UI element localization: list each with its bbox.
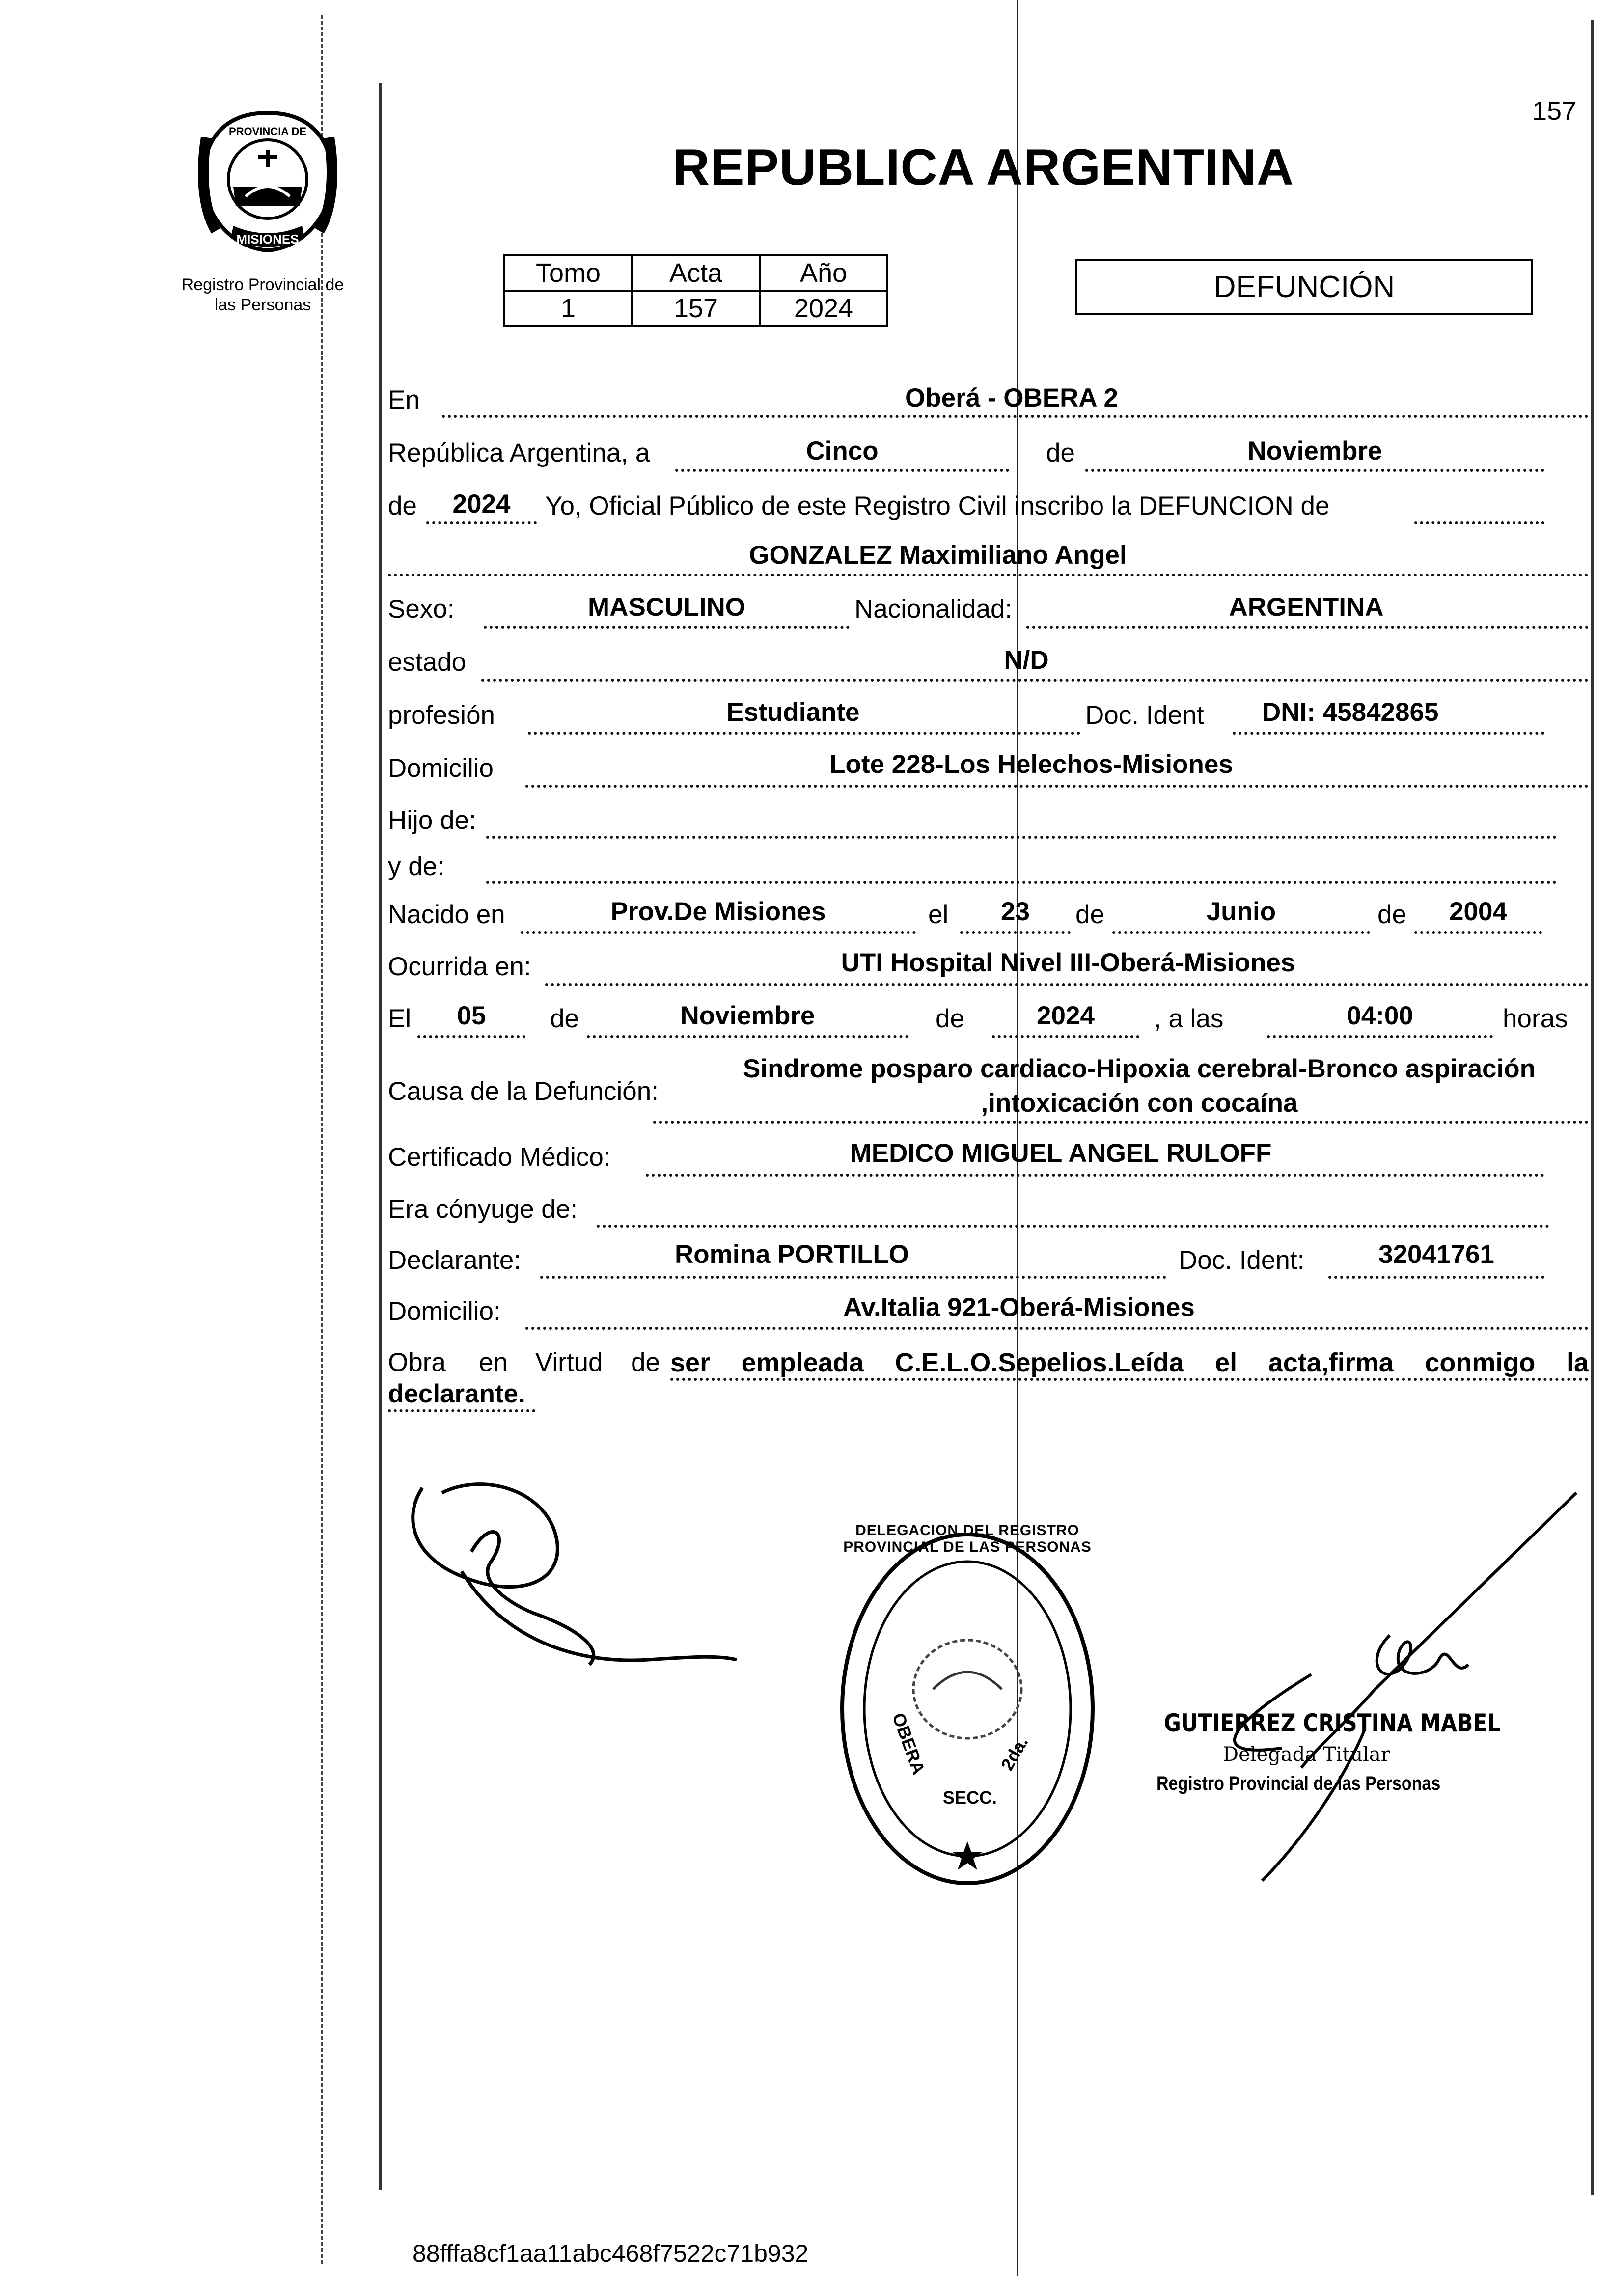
document-hash: 88fffa8cf1aa11abc468f7522c71b932	[413, 2240, 809, 2267]
de6-label: de	[936, 1004, 964, 1033]
nacido-dotted-line	[521, 931, 916, 934]
de4-label: de	[1377, 900, 1406, 929]
statement-text: Yo, Oficial Público de este Registro Civil inscribo la DEFUNCION de	[545, 492, 1330, 521]
record-table-cell: 157	[632, 291, 760, 326]
obra-dotted-line2	[388, 1409, 535, 1412]
record-table-cell: 1	[504, 291, 632, 326]
declarant-signature	[393, 1458, 766, 1714]
signatory-name: GUTIERREZ CRISTINA MABEL	[1164, 1709, 1501, 1737]
nacido-label: Nacido en	[388, 900, 505, 929]
en-dotted-line	[442, 415, 1589, 418]
domicilio-value: Lote 228-Los Helechos-Misiones	[829, 750, 1233, 779]
profesion-dotted-line	[528, 732, 1080, 735]
registry-label	[157, 275, 368, 315]
en-value: Oberá - OBERA 2	[905, 384, 1118, 412]
domicilio2-value: Av.Italia 921-Oberá-Misiones	[843, 1293, 1195, 1322]
death-day: 05	[457, 1001, 486, 1030]
estado-label: estado	[388, 648, 467, 677]
statement-dotted-line	[1414, 521, 1544, 524]
profesion-label: profesión	[388, 701, 495, 730]
domicilio-label: Domicilio	[388, 754, 494, 783]
domicilio2-label: Domicilio:	[388, 1297, 501, 1326]
province-crest	[196, 108, 339, 255]
official-seal	[835, 1522, 1100, 1891]
record-table-header: Año	[760, 255, 887, 291]
nacionalidad-label: Nacionalidad:	[854, 595, 1013, 624]
record-table-value-row	[504, 291, 887, 326]
el2-label: El	[388, 1004, 412, 1033]
horas-label: horas	[1503, 1004, 1568, 1033]
record-table-header: Acta	[632, 255, 760, 291]
sexo-dotted-line	[484, 626, 850, 629]
record-type: DEFUNCIÓN	[1213, 270, 1395, 304]
el-label: el	[928, 900, 949, 929]
crest-bottom-text: MISIONES	[236, 232, 299, 247]
registry-label-line1: Registro Provincial de	[181, 275, 344, 294]
nacionalidad-dotted-line	[1026, 626, 1589, 629]
death-time-dotted-line	[1267, 1035, 1493, 1038]
birth-month: Junio	[1206, 897, 1276, 926]
registry-label-line2: las Personas	[214, 295, 311, 314]
nacionalidad-value: ARGENTINA	[1229, 593, 1384, 622]
doc-value: DNI: 45842865	[1262, 698, 1439, 727]
obra-value-line2: declarante.	[388, 1379, 525, 1408]
obra-word-2: en	[479, 1348, 508, 1377]
sexo-label: Sexo:	[388, 595, 455, 624]
sexo-value: MASCULINO	[588, 593, 745, 622]
doc2-label: Doc. Ident:	[1179, 1246, 1305, 1275]
record-table-header-row	[504, 255, 887, 291]
republica-label: República Argentina, a	[388, 439, 650, 467]
causa-line2: ,intoxicación con cocaína	[981, 1089, 1298, 1118]
death-year-dotted-line	[992, 1035, 1139, 1038]
year-value: 2024	[452, 490, 511, 519]
death-time: 04:00	[1347, 1001, 1413, 1030]
estado-value: N/D	[1004, 646, 1049, 675]
signatory-org: Registro Provincial de las Personas	[1156, 1773, 1441, 1794]
signatory-role: Delegada Titular	[1223, 1743, 1390, 1766]
alas-label: , a las	[1154, 1004, 1224, 1033]
doc-label: Doc. Ident	[1085, 701, 1204, 730]
record-table	[503, 254, 888, 327]
birth-month-dotted-line	[1112, 931, 1370, 934]
certificado-label: Certificado Médico:	[388, 1143, 611, 1172]
profesion-value: Estudiante	[726, 698, 860, 727]
birth-day: 23	[1001, 897, 1030, 926]
domicilio-dotted-line	[525, 785, 1589, 788]
obra-value-line1: ser empleada C.E.L.O.Sepelios.Leída el acta,firma conmigo la	[670, 1348, 1589, 1377]
doc2-value: 32041761	[1378, 1240, 1494, 1269]
conyuge-dotted-line	[597, 1225, 1549, 1228]
month-value: Noviembre	[1247, 437, 1382, 466]
declarante-label: Declarante:	[388, 1246, 522, 1275]
registrar-signature	[1154, 1473, 1596, 1915]
de-label: de	[1046, 439, 1075, 467]
obra-word-3: Virtud	[535, 1348, 603, 1377]
scan-fold-line	[1017, 0, 1018, 2276]
causa-label: Causa de la Defunción:	[388, 1077, 659, 1106]
day-value: Cinco	[806, 437, 879, 466]
causa-dotted-line	[653, 1121, 1589, 1124]
de2-label: de	[388, 492, 417, 521]
birth-year-dotted-line	[1414, 931, 1542, 934]
hijo-dotted-line	[486, 836, 1557, 839]
yde-label: y de:	[388, 852, 444, 881]
obra-word-4: de	[631, 1348, 660, 1377]
death-year: 2024	[1037, 1001, 1095, 1030]
day-dotted-line	[675, 469, 1009, 472]
obra-dotted-line1	[670, 1378, 1589, 1381]
name-dotted-line	[388, 574, 1589, 576]
frame-left-line	[379, 83, 382, 2190]
domicilio2-dotted-line	[525, 1327, 1589, 1330]
declarante-dotted-line	[540, 1276, 1166, 1279]
nacido-value: Prov.De Misiones	[610, 897, 826, 926]
page-number: 157	[1532, 96, 1577, 126]
certificado-dotted-line	[646, 1174, 1544, 1177]
ocurrida-dotted-line	[545, 983, 1589, 986]
de5-label: de	[550, 1004, 579, 1033]
birth-year: 2004	[1449, 897, 1507, 926]
page-title: REPUBLICA ARGENTINA	[673, 139, 1294, 196]
yde-dotted-line	[486, 881, 1557, 884]
record-table-cell: 2024	[760, 291, 887, 326]
causa-line1: Sindrome posparo cardiaco-Hipoxia cerebral-Bronco aspiración	[743, 1054, 1536, 1083]
death-day-dotted-line	[417, 1035, 525, 1038]
crest-top-text: PROVINCIA DE	[228, 125, 307, 137]
conyuge-label: Era cónyuge de:	[388, 1195, 578, 1224]
hijo-label: Hijo de:	[388, 806, 476, 835]
doc-dotted-line	[1233, 732, 1544, 735]
left-binding-line	[321, 15, 323, 2264]
month-dotted-line	[1085, 469, 1544, 472]
estado-dotted-line	[481, 679, 1589, 682]
record-type-box	[1075, 259, 1533, 315]
deceased-name: GONZALEZ Maximiliano Angel	[749, 541, 1127, 570]
death-month-dotted-line	[587, 1035, 908, 1038]
record-table-header: Tomo	[504, 255, 632, 291]
birth-day-dotted-line	[960, 931, 1071, 934]
ocurrida-value: UTI Hospital Nivel III-Oberá-Misiones	[841, 948, 1295, 977]
certificado-value: MEDICO MIGUEL ANGEL RULOFF	[850, 1139, 1272, 1168]
seal-ring-text: DELEGACION DEL REGISTRO PROVINCIAL DE LAS PERSONAS	[843, 1522, 1092, 1555]
de3-label: de	[1075, 900, 1104, 929]
en-label: En	[388, 385, 420, 414]
doc2-dotted-line	[1328, 1276, 1544, 1279]
year-dotted-line	[426, 521, 537, 524]
declarante-value: Romina PORTILLO	[675, 1240, 909, 1269]
seal-inner-left: OBERA	[888, 1710, 929, 1777]
ocurrida-label: Ocurrida en:	[388, 952, 531, 981]
seal-inner-right: 2da.	[996, 1733, 1032, 1774]
death-month: Noviembre	[680, 1001, 815, 1030]
obra-word-1: Obra	[388, 1348, 446, 1377]
seal-inner-bottom: SECC.	[943, 1787, 997, 1808]
